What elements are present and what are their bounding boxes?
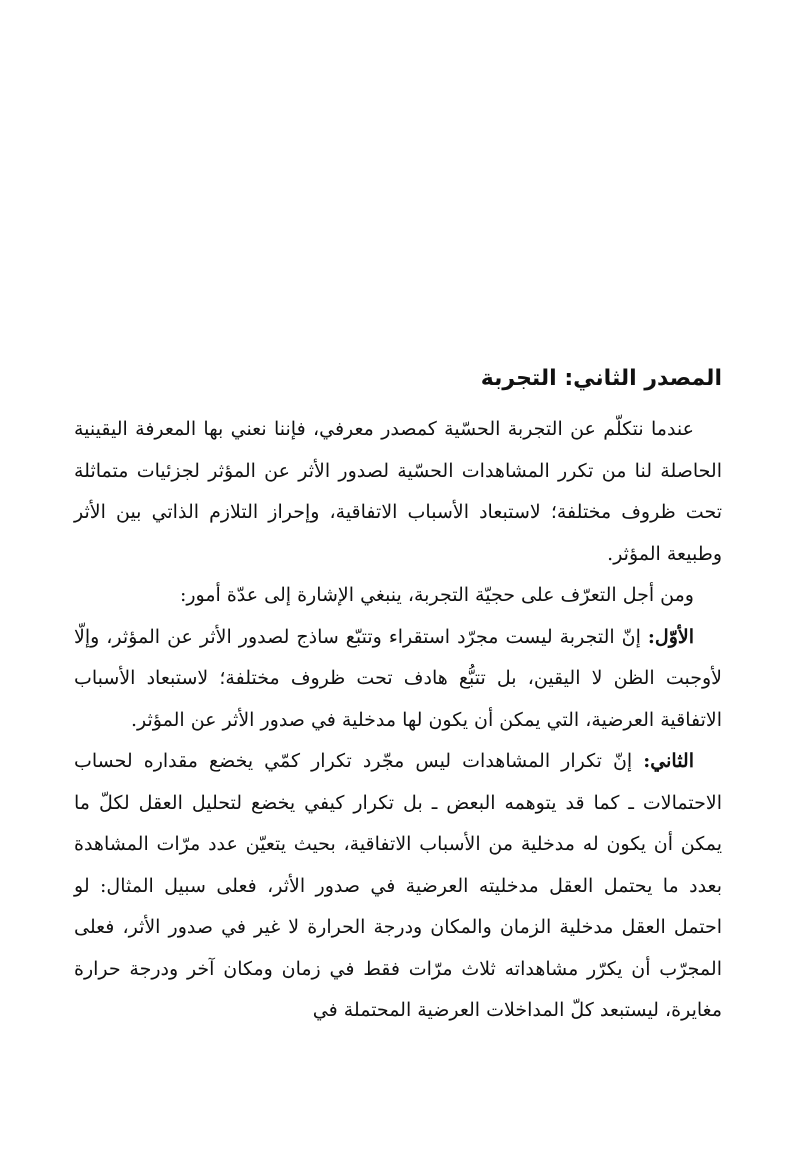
paragraph-intro — [74, 409, 722, 575]
paragraph-text: إنّ تكرار المشاهدات ليس مجّرد تكرار كمّي يخضع مقداره لحساب الاحتمالات ـ كما قد يتوهمه البعض ـ بل تكرار كيفي يخضع لتحليل العقل لكلّ ما يمكن أن يكون له مدخلية من الأسباب الاتفاقية، بحيث يتعيّن عدد مرّات المشاهدة بعدد ما يحتمل العقل مدخليته العرضية في صدور الأثر، فعلى سبيل المثال: لو احتمل العقل مدخلية الزمان والمكان ودرجة الحرارة لا غير في صدور الأثر، فعلى المجرّب أن يكرّر مشاهداته ثلاث مرّات فقط في زمان ومكان آخر ودرجة حرارة مغايرة، ليستبعد كلّ المداخلات العرضية المحتملة في — [74, 750, 722, 1021]
section-heading: المصدر الثاني: التجربة — [480, 366, 722, 391]
paragraph-first — [74, 617, 722, 742]
paragraph-text: إنّ التجربة ليست مجرّد استقراء وتتبّع ساذج لصدور الأثر عن المؤثر، وإلّا لأوجبت الظن لا اليقين، بل تتبُّع هادف تحت ظروف مختلفة؛ لاستبعاد الأسباب الاتفاقية العرضية، التي يمكن أن يكون لها مدخلية في صدور الأثر عن المؤثر. — [74, 625, 722, 731]
paragraph-text: عندما نتكلّم عن التجربة الحسّية كمصدر معرفي، فإننا نعني بها المعرفة اليقينية الحاصلة لنا من تكرر المشاهدات الحسّية لصدور الأثر عن المؤثر لجزئيات متماثلة تحت ظروف مختلفة؛ لاستبعاد الأسباب الاتفاقية، وإحراز التلازم الذاتي بين الأثر وطبيعة المؤثر. — [74, 418, 722, 565]
paragraph-second — [74, 741, 722, 1032]
paragraph-lead: الثاني: — [643, 750, 694, 772]
paragraph-text: ومن أجل التعرّف على حجيّة التجربة، ينبغي الإشارة إلى عدّة أمور: — [179, 584, 694, 606]
paragraph-matters — [74, 575, 722, 617]
document-page — [74, 355, 722, 1169]
paragraph-lead: الأوّل: — [647, 625, 694, 648]
